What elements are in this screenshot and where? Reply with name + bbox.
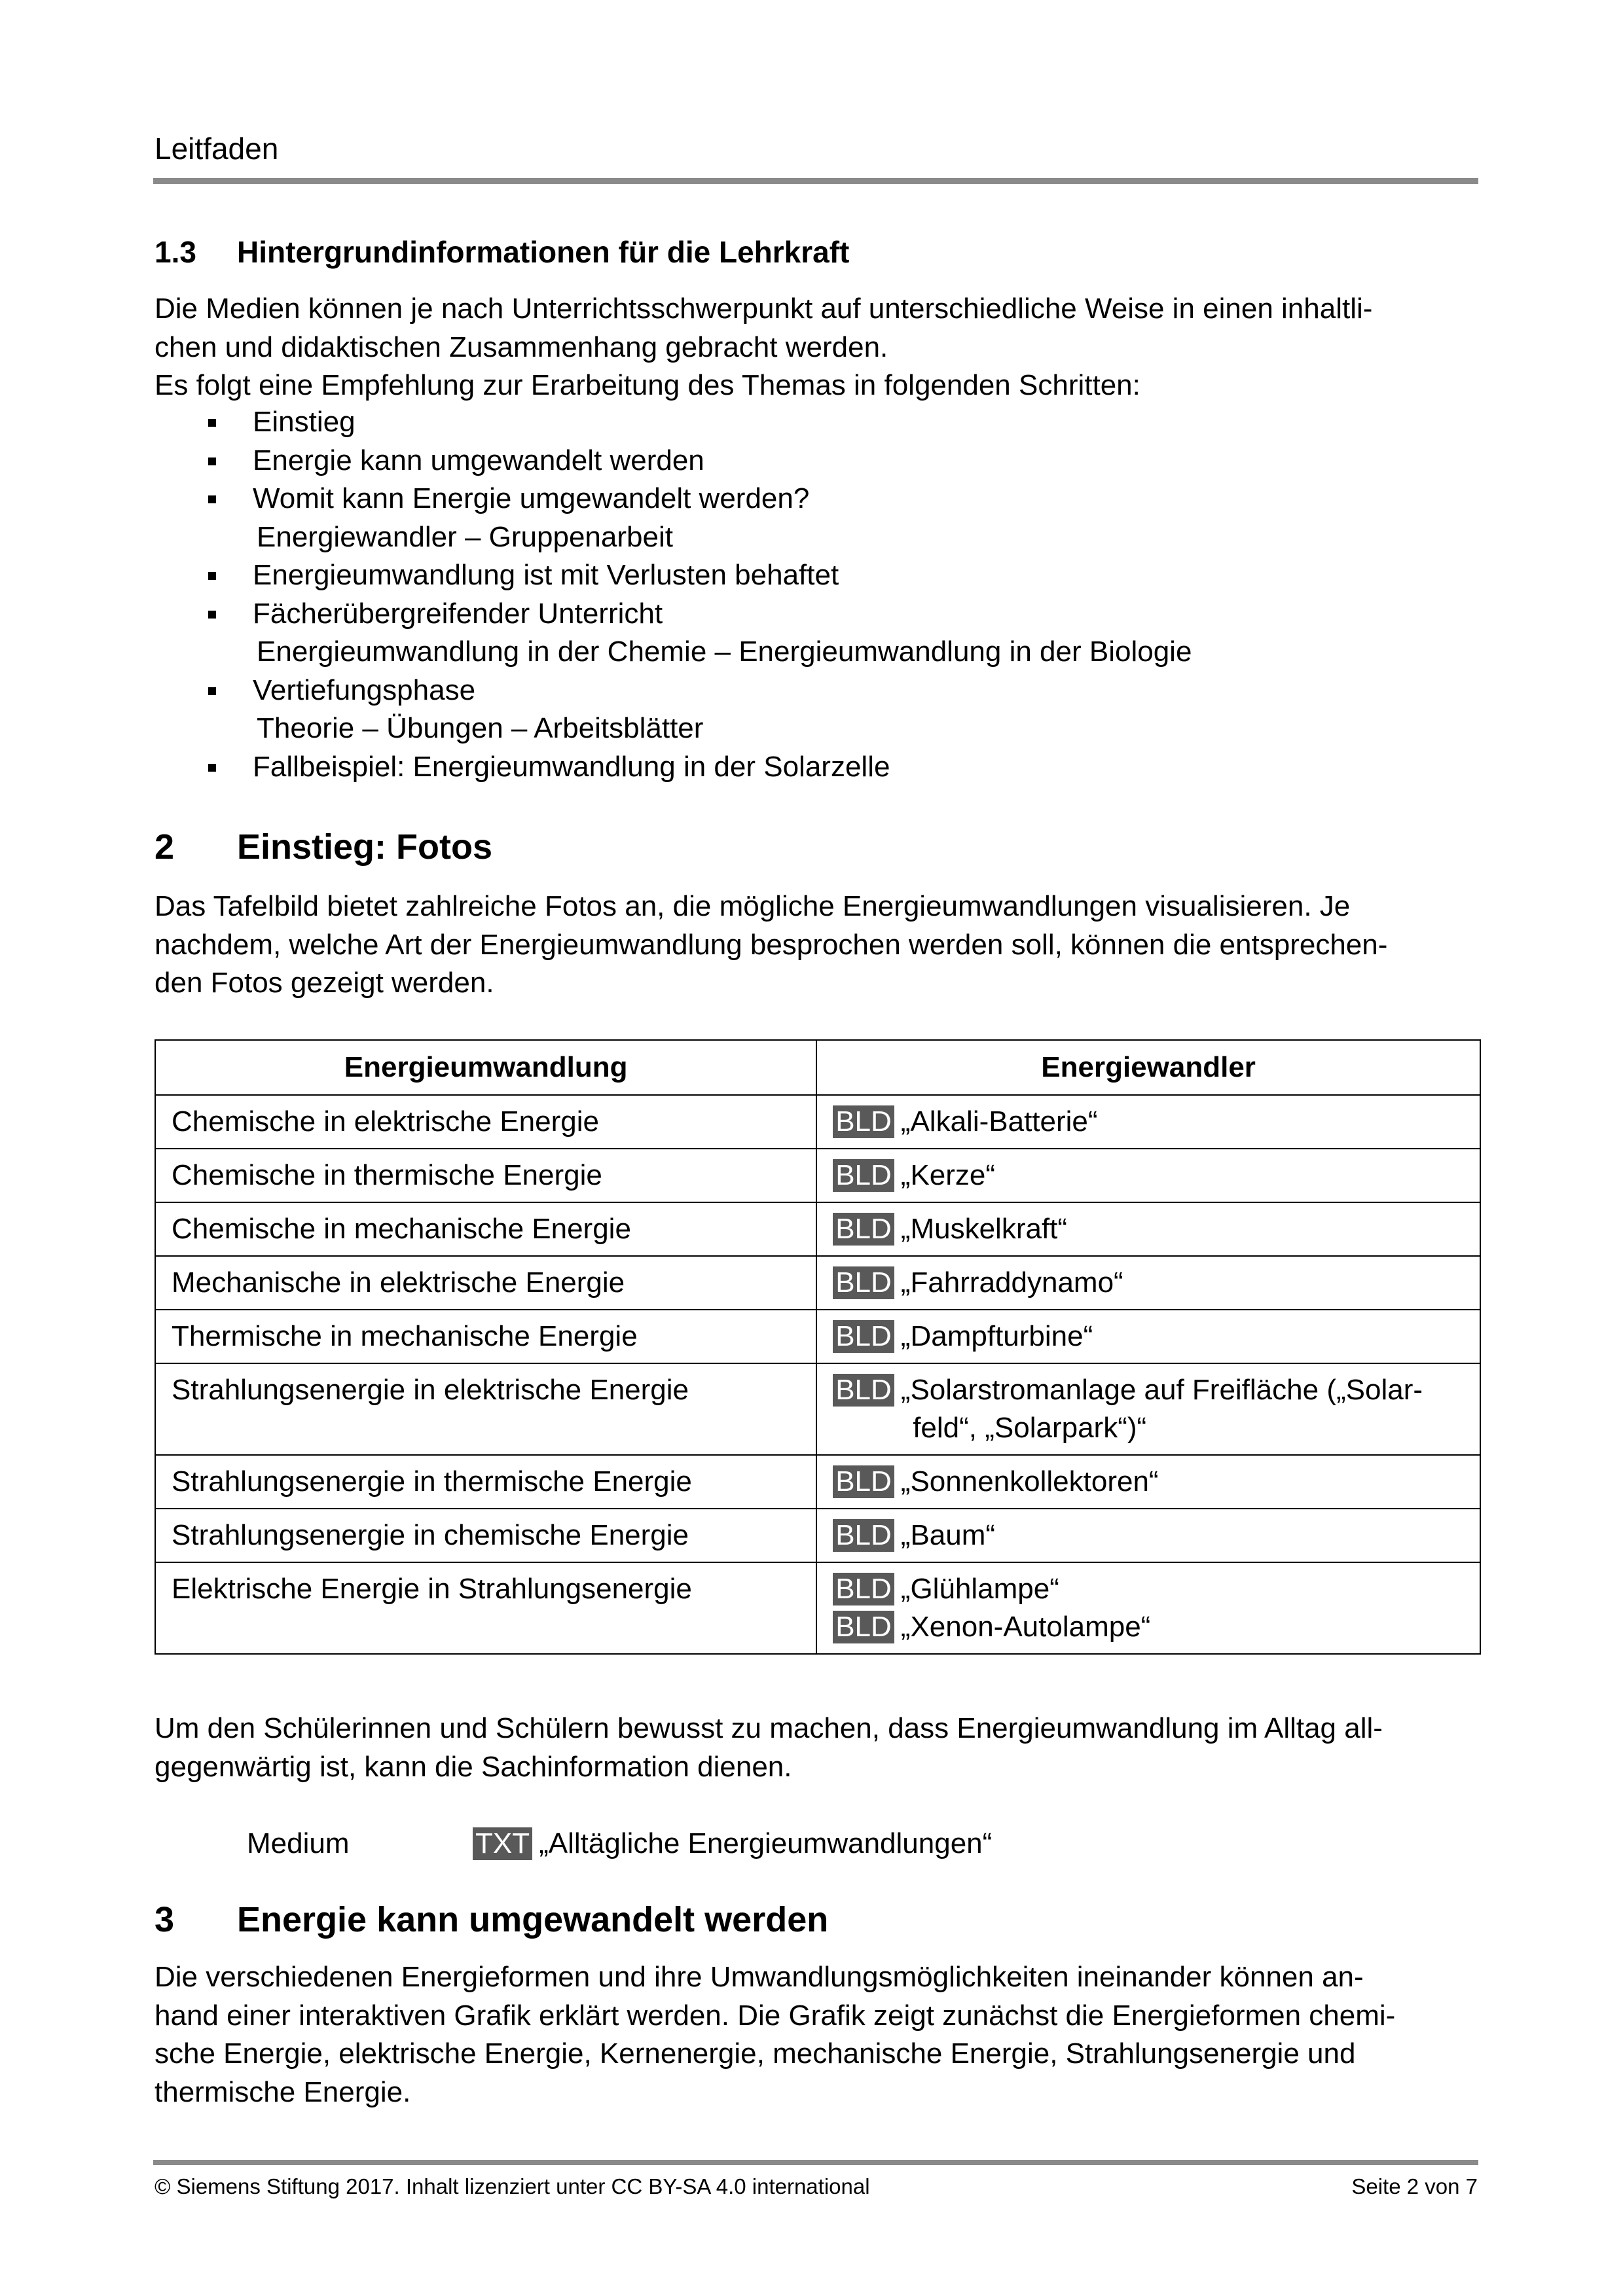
table-row — [155, 1095, 1480, 1149]
media-tag: BLD — [833, 1105, 894, 1138]
table-row — [155, 1509, 1480, 1562]
section-number: 3 — [155, 1900, 175, 1939]
section-heading-2 — [155, 827, 492, 867]
conversion-cell: Strahlungsenergie in chemische Energie — [155, 1509, 816, 1562]
list-item — [155, 595, 1192, 672]
bullet-icon — [208, 419, 216, 427]
section-2-paragraph — [155, 888, 1484, 1003]
after-table-paragraph — [155, 1710, 1484, 1786]
paragraph-line: den Fotos gezeigt werden. — [155, 967, 494, 999]
media-tag: BLD — [833, 1465, 894, 1498]
media-tag: BLD — [833, 1266, 894, 1299]
medium-reference — [473, 1827, 992, 1860]
bullet-icon — [208, 687, 216, 695]
footer-rule — [153, 2160, 1478, 2165]
conversion-cell: Thermische in mechanische Energie — [155, 1310, 816, 1363]
medium-title: „Alltägliche Energieumwandlungen“ — [539, 1827, 993, 1859]
section-title: Einstieg: Fotos — [237, 827, 492, 867]
bullet-icon — [208, 457, 216, 465]
bullet-icon — [208, 611, 216, 619]
conversion-cell: Elektrische Energie in Strahlungsenergie — [155, 1562, 816, 1654]
conversion-cell: Chemische in thermische Energie — [155, 1149, 816, 1202]
section-title: Hintergrundinformationen für die Lehrkraft — [237, 235, 850, 269]
paragraph-line: Um den Schülerinnen und Schülern bewusst zu machen, dass Energieumwandlung im Alltag all- — [155, 1712, 1383, 1744]
list-item — [155, 748, 1192, 787]
device-name: „Kerze“ — [900, 1159, 996, 1191]
conversion-cell: Strahlungsenergie in elektrische Energie — [155, 1363, 816, 1455]
paragraph-line: hand einer interaktiven Grafik erklärt werden. Die Grafik zeigt zunächst die Energieformen chemi- — [155, 1999, 1396, 2032]
bullet-icon — [208, 764, 216, 772]
paragraph-line: Es folgt eine Empfehlung zur Erarbeitung des Themas in folgenden Schritten: — [155, 369, 1140, 401]
device-name: „Sonnenkollektoren“ — [900, 1465, 1159, 1498]
column-header: Energieumwandlung — [155, 1040, 816, 1095]
media-tag: BLD — [833, 1320, 894, 1353]
paragraph-line: nachdem, welche Art der Energieumwandlung besprochen werden soll, können die entsprechen- — [155, 928, 1388, 961]
conversion-cell: Chemische in elektrische Energie — [155, 1095, 816, 1149]
list-item — [155, 442, 1192, 480]
section-number: 2 — [155, 827, 175, 867]
device-cell — [816, 1455, 1480, 1509]
device-cell — [816, 1149, 1480, 1202]
paragraph-line: Das Tafelbild bietet zahlreiche Fotos an, die mögliche Energieumwandlungen visualisieren. Je — [155, 890, 1351, 922]
media-tag: BLD — [833, 1519, 894, 1552]
conversion-cell: Mechanische in elektrische Energie — [155, 1256, 816, 1310]
paragraph-line: Die Medien können je nach Unterrichtsschwerpunkt auf unterschiedliche Weise in einen inhaltli- — [155, 293, 1373, 325]
paragraph-line: gegenwärtig ist, kann die Sachinformation dienen. — [155, 1750, 792, 1783]
conversion-cell: Chemische in mechanische Energie — [155, 1202, 816, 1256]
device-cell — [816, 1256, 1480, 1310]
list-item — [155, 556, 1192, 595]
device-name: „Xenon-Autolampe“ — [900, 1611, 1151, 1643]
table-row — [155, 1455, 1480, 1509]
paragraph-line: thermische Energie. — [155, 2075, 411, 2108]
paragraph-line: chen und didaktischen Zusammenhang gebracht werden. — [155, 331, 888, 363]
device-name: „Baum“ — [900, 1519, 996, 1551]
table-row — [155, 1363, 1480, 1455]
device-name: „Muskelkraft“ — [900, 1213, 1068, 1245]
device-name: „Fahrraddynamo“ — [900, 1266, 1123, 1299]
paragraph-line: Die verschiedenen Energieformen und ihre Umwandlungsmöglichkeiten ineinander können an- — [155, 1961, 1364, 1993]
list-item-text: Vertiefungsphase — [253, 673, 476, 706]
list-item-text: Energie kann umgewandelt werden — [253, 444, 704, 476]
page-number: Seite 2 von 7 — [1351, 2174, 1478, 2198]
list-item-text: Fächerübergreifender Unterricht — [253, 597, 663, 630]
media-tag: BLD — [833, 1213, 894, 1246]
device-cell — [816, 1095, 1480, 1149]
table-row — [155, 1202, 1480, 1256]
list-item-text: Einstieg — [253, 406, 356, 438]
section-3-paragraph — [155, 1958, 1484, 2111]
section-heading-1-3 — [155, 234, 849, 270]
media-tag: BLD — [833, 1611, 894, 1643]
conversion-cell: Strahlungsenergie in thermische Energie — [155, 1455, 816, 1509]
media-tag: TXT — [473, 1827, 532, 1860]
table-row — [155, 1149, 1480, 1202]
running-title: Leitfaden — [155, 132, 279, 166]
list-item — [155, 480, 1192, 556]
device-name: „Alkali-Batterie“ — [900, 1105, 1098, 1138]
bullet-icon — [208, 572, 216, 580]
section-1-3-paragraph — [155, 290, 1484, 405]
list-item-continuation: Energieumwandlung in der Chemie – Energieumwandlung in der Biologie — [257, 636, 1192, 668]
list-item-text: Womit kann Energie umgewandelt werden? — [253, 482, 810, 514]
list-item-text: Energieumwandlung ist mit Verlusten behaftet — [253, 559, 839, 591]
device-name: „Dampfturbine“ — [900, 1320, 1093, 1352]
list-item-text: Fallbeispiel: Energieumwandlung in der Solarzelle — [253, 750, 890, 783]
device-cell — [816, 1363, 1480, 1455]
device-cell — [816, 1562, 1480, 1654]
section-number: 1.3 — [155, 235, 196, 269]
media-tag: BLD — [833, 1573, 894, 1605]
table-row — [155, 1256, 1480, 1310]
energy-conversion-table — [155, 1039, 1481, 1655]
list-item-continuation: Theorie – Übungen – Arbeitsblätter — [257, 712, 704, 744]
table-row — [155, 1562, 1480, 1654]
device-name: „Glühlampe“ — [900, 1573, 1059, 1605]
device-cell — [816, 1509, 1480, 1562]
list-item — [155, 403, 1192, 442]
section-title: Energie kann umgewandelt werden — [237, 1900, 829, 1939]
section-heading-3 — [155, 1899, 828, 1940]
list-item-continuation: Energiewandler – Gruppenarbeit — [257, 520, 673, 553]
footer-copyright: © Siemens Stiftung 2017. Inhalt lizenziert unter CC BY-SA 4.0 international — [155, 2174, 870, 2198]
header-rule — [153, 178, 1478, 184]
medium-label: Medium — [247, 1827, 350, 1859]
device-cell — [816, 1310, 1480, 1363]
list-item — [155, 672, 1192, 748]
paragraph-line: sche Energie, elektrische Energie, Kernenergie, mechanische Energie, Strahlungsenergie und — [155, 2037, 1356, 2070]
column-header: Energiewandler — [816, 1040, 1480, 1095]
table-header-row — [155, 1040, 1480, 1095]
bullet-icon — [208, 495, 216, 503]
table-row — [155, 1310, 1480, 1363]
media-tag: BLD — [833, 1374, 894, 1407]
steps-list — [155, 403, 1192, 786]
media-tag: BLD — [833, 1159, 894, 1192]
device-name: „Solarstromanlage auf Freifläche („Solar- — [900, 1374, 1423, 1406]
device-name-continuation: feld“, „Solarpark“)“ — [913, 1412, 1147, 1444]
device-cell — [816, 1202, 1480, 1256]
